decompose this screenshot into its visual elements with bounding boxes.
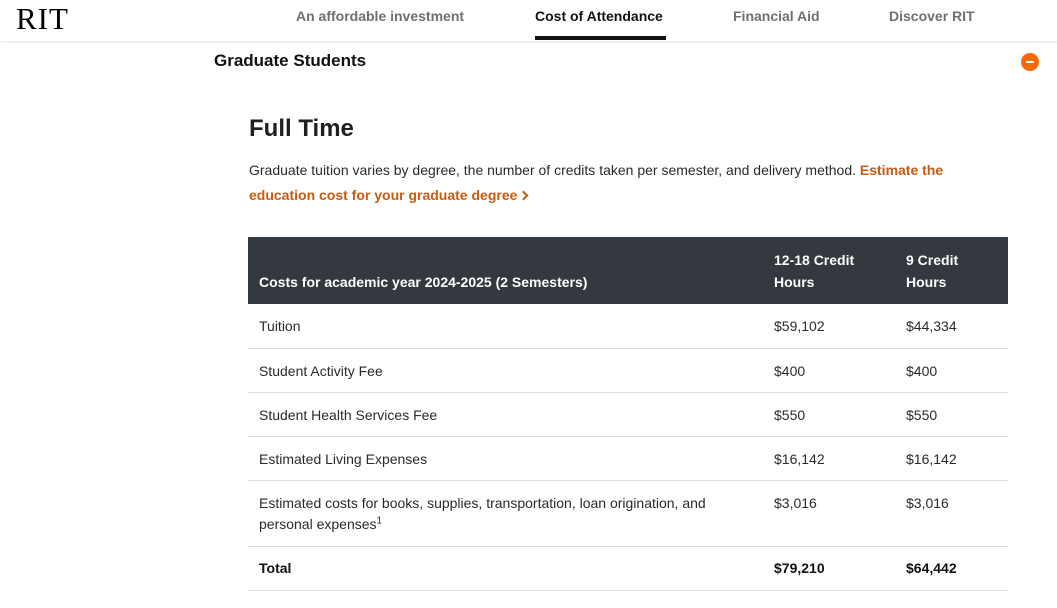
row-label [248,480,763,546]
total-value-full: $79,210 [763,546,895,590]
row-value-full: $16,142 [763,436,895,480]
row-value-nine: $44,334 [895,304,1008,348]
intro-text: Graduate tuition varies by degree, the number of credits taken per semester, and delivery method. [249,162,860,178]
table-row [248,436,1008,480]
column-header-9-credits: 9 Credit Hours [906,251,959,290]
row-value-full: $550 [763,392,895,436]
row-label: Student Activity Fee [248,348,763,392]
page-heading: Full Time [249,115,354,142]
row-label: Student Health Services Fee [248,392,763,436]
table-row [248,392,1008,436]
column-header-costs: Costs for academic year 2024-2025 (2 Semesters) [259,274,588,290]
row-label: Tuition [248,304,763,348]
total-label: Total [248,546,763,590]
total-value-nine: $64,442 [895,546,1008,590]
total-row [248,546,1008,590]
column-header-12-18-credits: 12-18 Credit Hours [774,251,855,290]
row-value-nine: $400 [895,348,1008,392]
nav-discover-rit[interactable]: Discover RIT [889,8,975,24]
table-row [248,480,1008,546]
estimate-cost-link-label: Estimate the education cost for your graduate degree [249,162,944,203]
chevron-right-icon [519,191,529,201]
intro-paragraph [249,158,989,208]
active-nav-indicator [535,36,666,40]
row-label-text: Estimated costs for books, supplies, transportation, loan origination, and personal expenses [259,494,706,532]
top-navigation-bar [0,0,1057,41]
row-value-full: $59,102 [763,304,895,348]
row-value-nine: $550 [895,392,1008,436]
nav-financial-aid[interactable]: Financial Aid [733,8,820,24]
section-title[interactable]: Graduate Students [214,51,367,70]
row-value-nine: $16,142 [895,436,1008,480]
nav-affordable-investment[interactable]: An affordable investment [296,8,465,24]
row-value-nine: $3,016 [895,480,1008,546]
table-row [248,348,1008,392]
row-label: Estimated Living Expenses [248,436,763,480]
footnote-marker[interactable]: 1 [376,514,383,526]
rit-logo[interactable]: RIT [16,1,69,36]
table-row [248,304,1008,348]
table-header-row [248,237,1008,304]
minus-circle-icon[interactable] [1021,53,1039,71]
row-value-full: $3,016 [763,480,895,546]
cost-table [248,237,1008,591]
row-value-full: $400 [763,348,895,392]
nav-cost-of-attendance[interactable]: Cost of Attendance [535,8,663,24]
